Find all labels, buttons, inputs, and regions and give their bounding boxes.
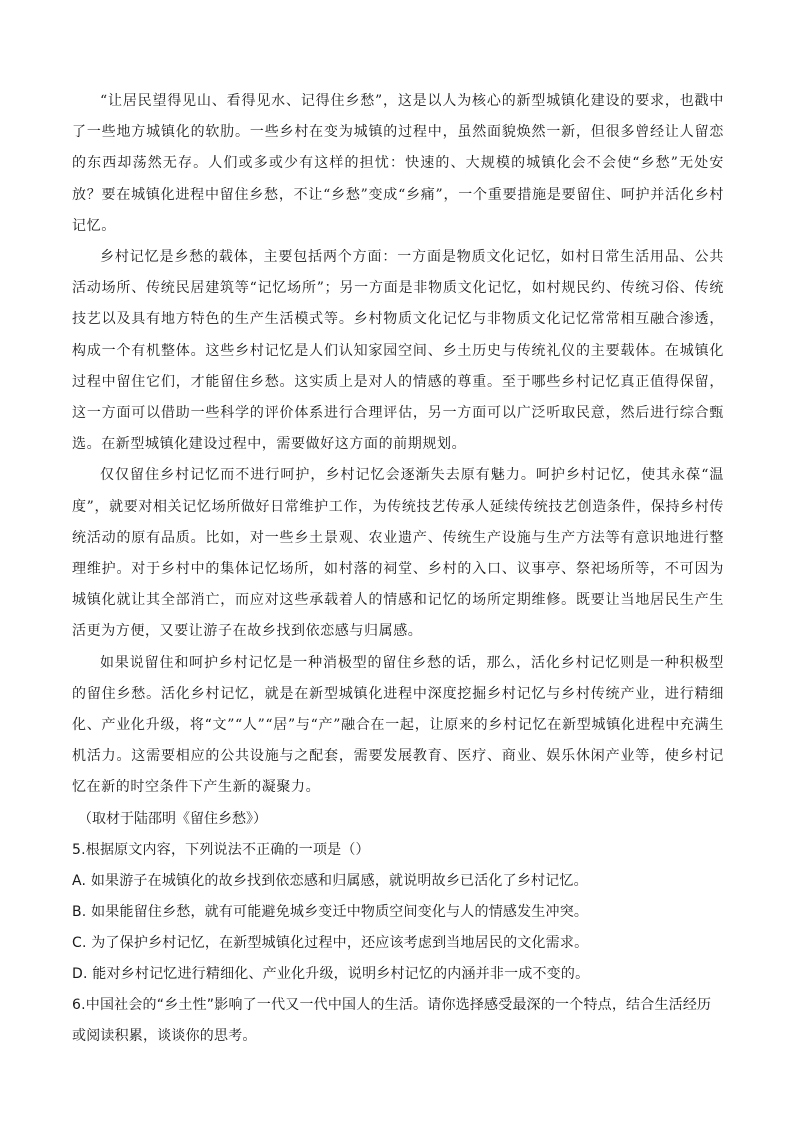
article-paragraph-1: “让居民望得见山、看得见水、记得住乡愁”，这是以人为核心的新型城镇化建设的要求，也戳中了一些地方城镇化的软肋。一些乡村在变为城镇的过程中，虽然面貌焕然一新，但很多曾经让人留恋的东西却荡然无存。人们或多或少有这样的担忧：快速的、大规模的城镇化会不会使“乡愁”无处安放？要在城镇化进程中留住乡愁，不让“乡愁”变成“乡痛”，一个重要措施是要留住、呵护并活化乡村记忆。 <box>72 93 724 234</box>
question-5-option-c: C. 为了保护乡村记忆，在新型城镇化过程中，还应该考虑到当地居民的文化需求。 <box>72 934 589 951</box>
question-6-stem: 6.中国社会的“乡土性”影响了一代又一代中国人的生活。请你选择感受最深的一个特点，结合生活经历或阅读积累，谈谈你的思考。 <box>72 996 712 1044</box>
article-body <box>72 86 724 804</box>
question-5-option-b: B. 如果能留住乡愁，就有可能避免城乡变迁中物质空间变化与人的情感发生冲突。 <box>72 903 589 920</box>
question-5-option-a: A. 如果游子在城镇化的故乡找到依恋感和归属感，就说明故乡已活化了乡村记忆。 <box>72 872 588 889</box>
document-page <box>72 86 724 1052</box>
question-5-option-d: D. 能对乡村记忆进行精细化、产业化升级，说明乡村记忆的内涵并非一成不变的。 <box>72 965 590 982</box>
article-source: （取材于陆邵明《留住乡愁》） <box>78 810 267 827</box>
question-5 <box>72 835 724 990</box>
question-5-stem: 5.根据原文内容，下列说法不正确的一项是（） <box>72 841 370 858</box>
article-paragraph-2: 乡村记忆是乡愁的载体，主要包括两个方面：一方面是物质文化记忆，如村日常生活用品、公共活动场所、传统民居建筑等“记忆场所”；另一方面是非物质文化记忆，如村规民约、传统习俗、传统技艺以及具有地方特色的生产生活模式等。乡村物质文化记忆与非物质文化记忆常常相互融合渗透，构成一个有机整体。这些乡村记忆是人们认知家园空间、乡土历史与传统礼仪的主要载体。在城镇化过程中留住它们，才能留住乡愁。这实质上是对人的情感的尊重。至于哪些乡村记忆真正值得保留，这一方面可以借助一些科学的评价体系进行合理评估，另一方面可以广泛听取民意，然后进行综合甄选。在新型城镇化建设过程中，需要做好这方面的前期规划。 <box>72 249 724 453</box>
question-6 <box>72 990 724 1052</box>
article-paragraph-3: 仅仅留住乡村记忆而不进行呵护，乡村记忆会逐渐失去原有魅力。呵护乡村记忆，使其永葆“温度”，就要对相关记忆场所做好日常维护工作，为传统技艺传承人延续传统技艺创造条件，保持乡村传统活动的原有品质。比如，对一些乡土景观、农业遗产、传统生产设施与生产方法等有意识地进行整理维护。对于乡村中的集体记忆场所，如村落的祠堂、乡村的入口、议事亭、祭祀场所等，不可因为城镇化就让其全部消亡，而应对这些承载着人的情感和记忆的场所定期维修。既要让当地居民生产生活更为方便，又要让游子在故乡找到依恋感与归属感。 <box>72 467 724 640</box>
article-paragraph-4: 如果说留住和呵护乡村记忆是一种消极型的留住乡愁的话，那么，活化乡村记忆则是一种积极型的留住乡愁。活化乡村记忆，就是在新型城镇化进程中深度挖掘乡村记忆与乡村传统产业，进行精细化、产业化升级，将“文”“人”“居”与“产”融合在一起，让原来的乡村记忆在新型城镇化进程中充满生机活力。这需要相应的公共设施与之配套，需要发展教育、医疗、商业、娱乐休闲产业等，使乡村记忆在新的时空条件下产生新的凝聚力。 <box>72 654 724 796</box>
